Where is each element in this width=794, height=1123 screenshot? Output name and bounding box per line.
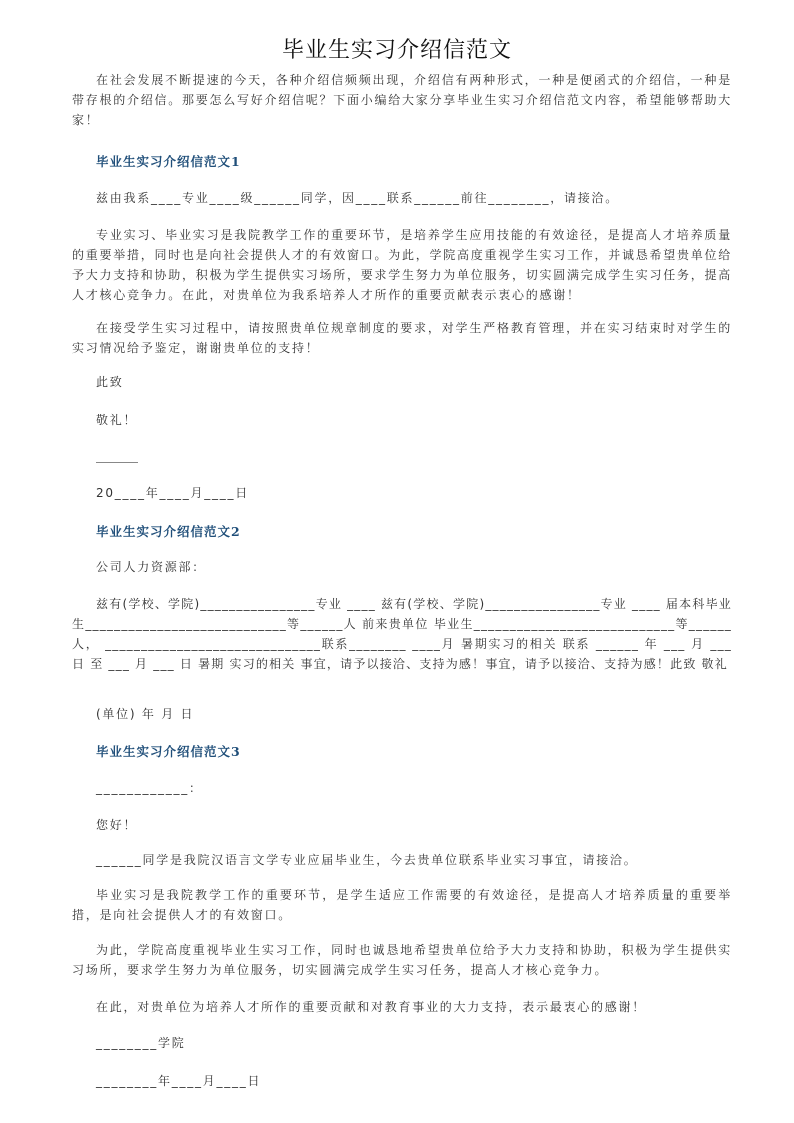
s1-date: 20____年____月____日 xyxy=(96,486,250,500)
intro-paragraph: 在社会发展不断提速的今天，各种介绍信频频出现，介绍信有两种形式，一种是便函式的介绍信，一种是带存根的介绍信。那要怎么写好介绍信呢？下面小编给大家分享毕业生实习介绍信范文内容，希望能够帮助大家！ xyxy=(72,73,733,127)
s2-date: (单位) 年 月 日 xyxy=(96,707,195,721)
s3-paragraph-3: 为此，学院高度重视毕业生实习工作，同时也诚恳地希望贵单位给予大力支持和协助，积极为学生提供实习场所，要求学生努力为单位服务，切实圆满完成学生实习任务，提高人才核心竞争力。 xyxy=(72,943,732,977)
s3-paragraph-4: 在此，对贵单位为培养人才所作的重要贡献和对教育事业的大力支持，表示最衷心的感谢！ xyxy=(96,1000,647,1014)
s3-addressee: ____________： xyxy=(96,781,203,795)
s3-greeting: 您好！ xyxy=(96,818,138,832)
s1-paragraph-2: 专业实习、毕业实习是我院教学工作的重要环节，是培养学生应用技能的有效途径，是提高人才培养质量的重要举措，同时也是向社会提供人才的有效窗口。为此，学院高度重视学生实习工作，并诚恳希望贵单位给予大力支持和协助，积极为学生提供实习场所，要求学生努力为单位服务，切实圆满完成学生实习任务，提高人才核心竞争力。在此，对贵单位为我系培养人才所作的重要贡献表示衷心的感谢！ xyxy=(72,228,733,302)
s1-paragraph-3: 在接受学生实习过程中，请按照贵单位规章制度的要求，对学生严格教育管理，并在实习结束时对学生的实习情况给予鉴定，谢谢贵单位的支持！ xyxy=(72,321,732,355)
s2-paragraph: 兹有(学校、学院)________________专业 ____ 兹有(学校、学院)________________专业 ____ 届本科毕业生____________________________等______人 前来贵单位 毕业生____________________________等______人， ______________________________联系________ ____月 暑期实习的相关 联系 ______ 年 ___ 月 ___ 日 至 ___ 月 ___ 日 暑期 实习的相关 事宜，请予以接洽、支持为感！事宜，请予以接洽、支持为感！此致 敬礼 xyxy=(72,597,732,671)
s2-addressee: 公司人力资源部： xyxy=(96,560,207,574)
s1-closing: 此致 xyxy=(96,375,124,389)
section-heading-2: 毕业生实习介绍信范文2 xyxy=(96,524,241,539)
page-title: 毕业生实习介绍信范文 xyxy=(281,38,512,63)
signature-line xyxy=(96,462,138,463)
s1-fill-line: 兹由我系____专业____级______同学，因____联系______前往________，请接洽。 xyxy=(96,191,620,205)
section-heading-1: 毕业生实习介绍信范文1 xyxy=(96,154,241,169)
s3-date: ________年____月____日 xyxy=(96,1074,262,1088)
s3-paragraph-1: ______同学是我院汉语言文学专业应届毕业生，今去贵单位联系毕业实习事宜，请接洽。 xyxy=(96,853,638,867)
s1-salutation: 敬礼！ xyxy=(96,413,138,427)
s3-college: ________学院 xyxy=(96,1036,186,1050)
s3-paragraph-2: 毕业实习是我院教学工作的重要环节，是学生适应工作需要的有效途径，是提高人才培养质量的重要举措，是向社会提供人才的有效窗口。 xyxy=(72,888,732,922)
section-heading-3: 毕业生实习介绍信范文3 xyxy=(96,744,241,759)
